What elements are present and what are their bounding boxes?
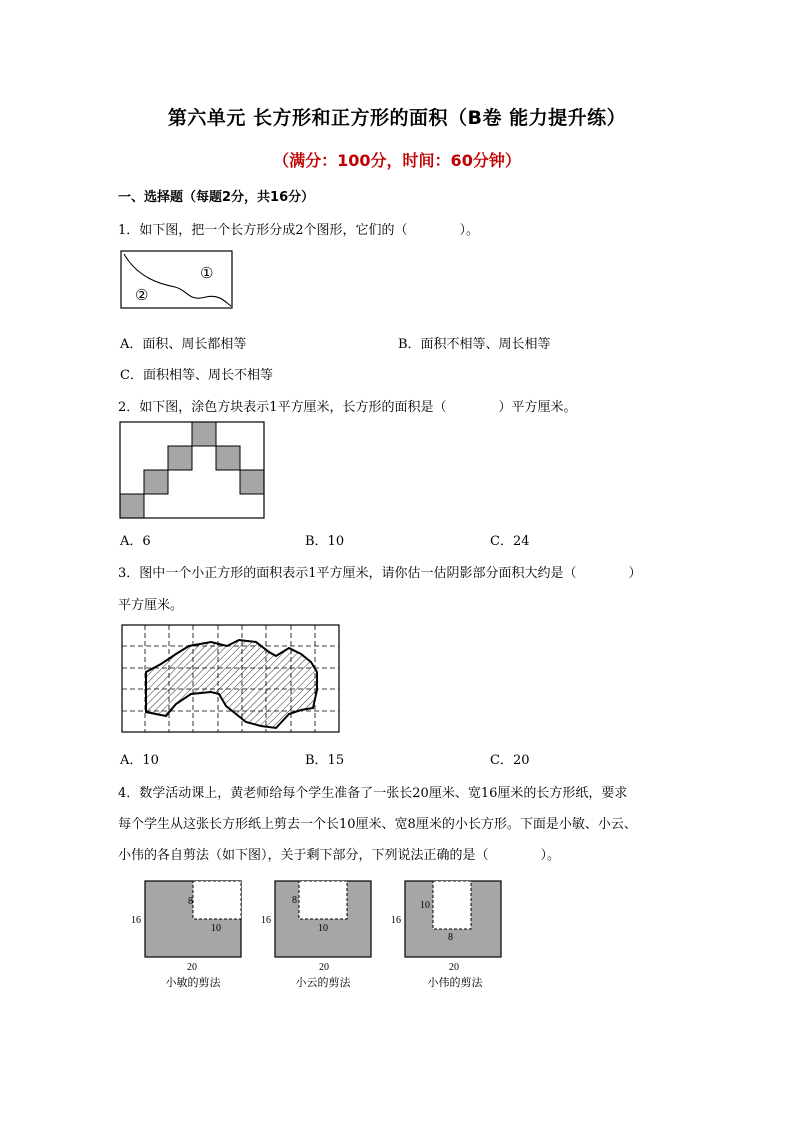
q3-stem-line1: 3．图中一个小正方形的面积表示1平方厘米，请你估一估阴影部分面积大约是（ ） bbox=[118, 566, 642, 581]
paper-width-label: 20 bbox=[319, 962, 329, 973]
q4-stem-line3: 小伟的各自剪法（如下图），关于剩下部分，下列说法正确的是（ ）。 bbox=[118, 848, 561, 863]
cut-out-rect bbox=[433, 881, 471, 929]
q2-stem: 2．如下图，涂色方块表示1平方厘米，长方形的面积是（ ）平方厘米。 bbox=[118, 400, 577, 415]
cut-width-label: 10 bbox=[211, 923, 221, 934]
q4-figure-xiaomin bbox=[125, 876, 255, 994]
figure-caption: 小伟的剪法 bbox=[427, 977, 483, 989]
q3-figure bbox=[121, 624, 341, 734]
q1-stem: 1．如下图，把一个长方形分成2个图形，它们的（ ）。 bbox=[118, 223, 480, 238]
cut-out-rect bbox=[299, 881, 347, 919]
q2-option-c: C．24 bbox=[490, 534, 530, 549]
q1-option-a: A．面积、周长都相等 bbox=[120, 337, 247, 352]
q2-shaded-square bbox=[120, 494, 144, 518]
cut-height-label: 8 bbox=[188, 896, 193, 907]
cut-width-label: 8 bbox=[448, 932, 453, 943]
figure-caption: 小云的剪法 bbox=[295, 977, 351, 989]
paper-height-label: 16 bbox=[391, 915, 401, 926]
q2-shaded-square bbox=[192, 422, 216, 446]
q3-option-c: C．20 bbox=[490, 753, 530, 768]
page-title: 第六单元 长方形和正方形的面积（B卷 能力提升练） bbox=[167, 107, 627, 129]
q4-stem-line2: 每个学生从这张长方形纸上剪去一个长10厘米、宽8厘米的小长方形。下面是小敏、小云、 bbox=[118, 817, 637, 832]
figure-caption: 小敏的剪法 bbox=[165, 977, 221, 989]
cut-out-rect bbox=[193, 881, 241, 919]
q3-option-a: A．10 bbox=[120, 753, 159, 768]
exam-info: （满分：100分，时间：60分钟） bbox=[273, 151, 521, 170]
q4-stem-line1: 4．数学活动课上，黄老师给每个学生准备了一张长20厘米、宽16厘米的长方形纸，要求 bbox=[118, 786, 628, 801]
q4-figure-xiaoyun bbox=[255, 876, 385, 994]
cut-height-label: 8 bbox=[292, 895, 297, 906]
q2-figure bbox=[119, 421, 267, 521]
q1-figure bbox=[120, 250, 234, 310]
paper-height-label: 16 bbox=[261, 915, 271, 926]
q3-option-b: B．15 bbox=[305, 753, 345, 768]
q1-region-2-label: ② bbox=[135, 288, 149, 304]
section-heading: 一、选择题（每题2分，共16分） bbox=[118, 190, 315, 205]
q1-option-b: B．面积不相等、周长相等 bbox=[398, 337, 551, 352]
paper-height-label: 16 bbox=[131, 915, 141, 926]
q2-shaded-square bbox=[240, 470, 264, 494]
cut-width-label: 10 bbox=[318, 923, 328, 934]
paper-width-label: 20 bbox=[187, 962, 197, 973]
q2-shaded-square bbox=[144, 470, 168, 494]
q2-shaded-square bbox=[168, 446, 192, 470]
q4-figure-xiaowei bbox=[385, 876, 515, 994]
q1-region-1-label: ① bbox=[200, 266, 214, 282]
paper-width-label: 20 bbox=[449, 962, 459, 973]
cut-height-label: 10 bbox=[420, 900, 430, 911]
q2-option-b: B．10 bbox=[305, 534, 345, 549]
q3-stem-line2: 平方厘米。 bbox=[118, 598, 184, 613]
q2-shaded-square bbox=[216, 446, 240, 470]
q1-option-c: C．面积相等、周长不相等 bbox=[120, 368, 273, 383]
q2-option-a: A．6 bbox=[120, 534, 151, 549]
